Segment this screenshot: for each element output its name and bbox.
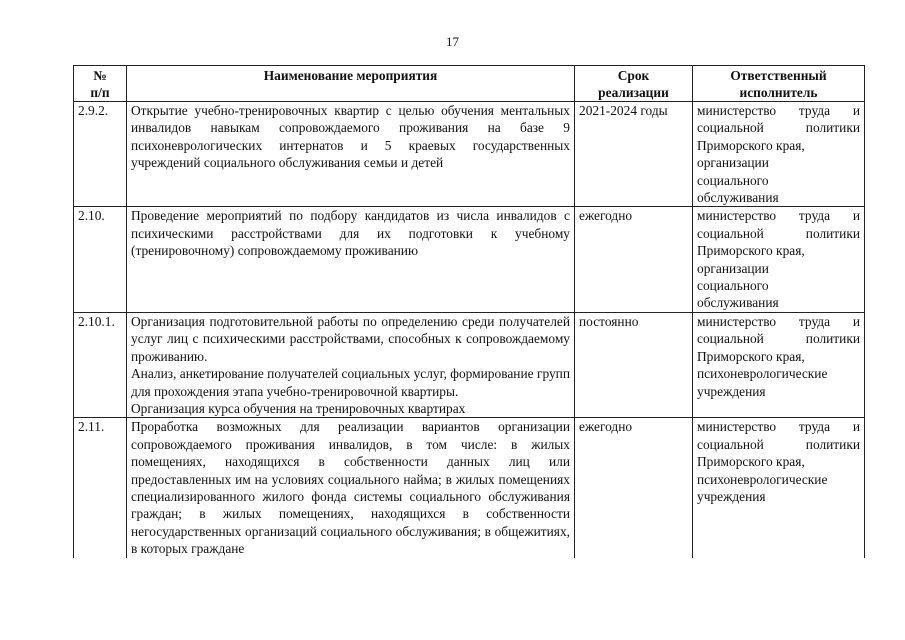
executor-line: организации — [697, 260, 769, 276]
executor-line: социальной политики — [697, 120, 860, 136]
header-name: Наименование мероприятия — [127, 66, 575, 102]
executor-line: министерство труда и — [697, 313, 860, 329]
header-term — [575, 66, 693, 102]
header-executor-line: Ответственный — [730, 68, 827, 83]
executor-line: учреждения — [697, 383, 766, 399]
row-term: 2021-2024 годы — [575, 102, 693, 207]
row-term: ежегодно — [575, 207, 693, 312]
executor-line: социального — [697, 172, 769, 188]
table-row — [74, 312, 865, 417]
executor-line: Приморского края, — [697, 137, 805, 153]
measure-paragraph: Анализ, анкетирование получателей социальных услуг, формирование групп для прохождения этапа учебно-тренировочной квартиры. — [131, 366, 570, 399]
executor-line: обслуживания — [697, 295, 779, 311]
row-number: 2.10. — [74, 207, 127, 312]
header-number-line: п/п — [90, 85, 110, 100]
table-row — [74, 207, 865, 312]
measure-paragraph: Организация курса обучения на тренировочных квартирах — [131, 400, 466, 416]
row-measure-name — [127, 312, 575, 417]
executor-line: социального — [697, 278, 769, 294]
row-number: 2.11. — [74, 418, 127, 558]
executor-line: Приморского края, — [697, 454, 805, 470]
measure-paragraph: Проведение мероприятий по подбору кандидатов из числа инвалидов с психическими расстройствами для их подготовки к учебному (тренировочному) сопровождаемому проживанию — [131, 208, 570, 259]
executor-line: психоневрологические — [697, 366, 828, 382]
header-term-line: Срок — [617, 68, 650, 83]
executor-line: министерство труда и — [697, 208, 860, 224]
executor-line: министерство труда и — [697, 419, 860, 435]
header-executor — [693, 66, 865, 102]
table-row — [74, 102, 865, 207]
executor-line: социальной политики — [697, 225, 860, 241]
page-number: 17 — [446, 34, 459, 49]
row-measure-name — [127, 418, 575, 558]
header-term-line: реализации — [598, 85, 669, 100]
executor-line: обслуживания — [697, 190, 779, 206]
row-executor — [693, 418, 865, 558]
table-header-row — [74, 66, 865, 102]
measure-paragraph: Организация подготовительной работы по определению среди получателей услуг лиц с психическими расстройствами, способных к сопровождаемому проживанию. — [131, 313, 570, 364]
measure-paragraph: Проработка возможных для реализации вариантов организации сопровождаемого проживания инвалидов, в том числе: в жилых помещениях, находящихся в собственности данных лиц или предоставленных им на условиях социального найма; в жилых помещениях специализированного жилого фонда системы социального обслуживания граждан; в жилых помещениях, находящихся в собственности негосударственных организаций социального обслуживания; в общежитиях, в которых граждане — [131, 419, 570, 557]
executor-line: социальной политики — [697, 331, 860, 347]
measures-table — [73, 65, 865, 558]
row-term: постоянно — [575, 312, 693, 417]
header-number-line: № — [93, 68, 107, 83]
header-number — [74, 66, 127, 102]
executor-line: организации — [697, 155, 769, 171]
executor-line: Приморского края, — [697, 348, 805, 364]
row-term: ежегодно — [575, 418, 693, 558]
executor-line: министерство труда и — [697, 103, 860, 118]
header-executor-line: исполнитель — [739, 85, 818, 100]
row-executor — [693, 312, 865, 417]
row-measure-name — [127, 102, 575, 207]
row-number: 2.10.1. — [74, 312, 127, 417]
row-executor — [693, 102, 865, 207]
measure-paragraph: Открытие учебно-тренировочных квартир с целью обучения ментальных инвалидов навыкам сопровождаемого проживания на базе 9 психоневрологических интернатов и 5 краевых государственных учреждений социального обслуживания семьи и детей — [131, 103, 570, 171]
table-row — [74, 418, 865, 558]
row-number: 2.9.2. — [74, 102, 127, 207]
executor-line: психоневрологические — [697, 471, 828, 487]
row-measure-name — [127, 207, 575, 312]
row-executor — [693, 207, 865, 312]
executor-line: учреждения — [697, 488, 766, 504]
executor-line: социальной политики — [697, 436, 860, 452]
executor-line: Приморского края, — [697, 243, 805, 259]
